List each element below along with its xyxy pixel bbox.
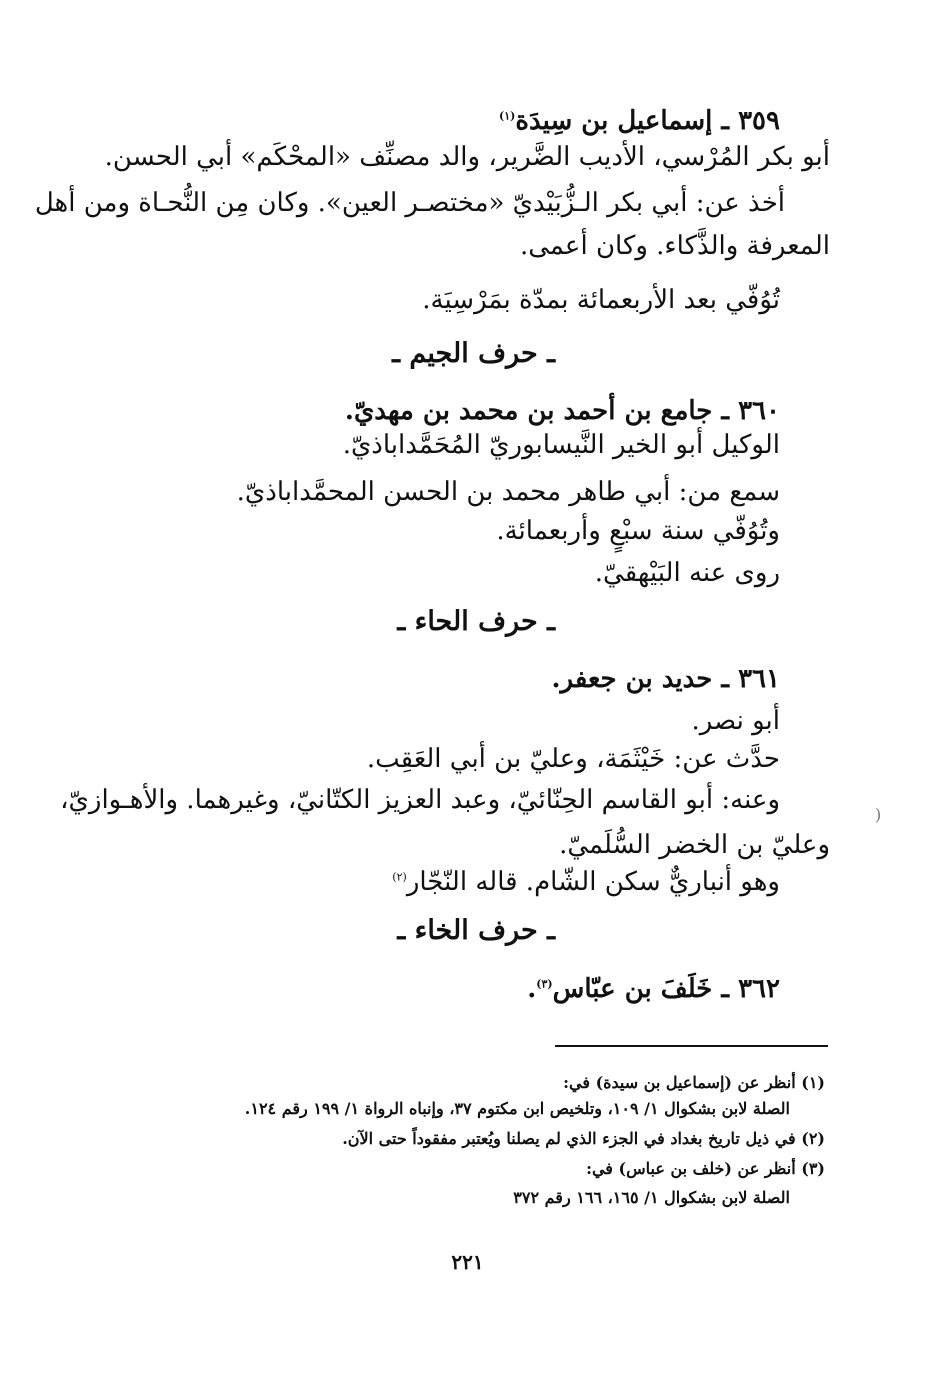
section-heading-haa: ـ حرف الحاء ـ <box>397 606 555 637</box>
scan-mark: ( <box>875 805 882 824</box>
entry-361-line-4: وعليّ بن الخضر السُّلَميّ. <box>559 830 830 860</box>
entry-360-line-1: الوكيل أبو الخير النَّيسابوريّ المُحَمَّداباذيّ. <box>342 430 780 460</box>
footnote-ref-2: (٢) <box>392 870 407 884</box>
footnote-ref-3: (٣) <box>536 977 553 991</box>
footnote-1-line-2: الصلة لابن بشكوال ١/ ١٠٩، وتلخيص ابن مكتوم ٣٧، وإنباه الرواة ١/ ١٩٩ رقم ١٢٤. <box>244 1099 790 1118</box>
entry-359-line-1: أبو بكر المُرْسي، الأديب الضَّرير، والد مصنِّف «المحْكَم» أبي الحسن. <box>104 142 830 172</box>
footnote-3-line-2: الصلة لابن بشكوال ١/ ١٦٥، ١٦٦ رقم ٣٧٢ <box>513 1188 790 1207</box>
entry-360-line-3: وتُوُفّي سنة سبْعٍ وأربعمائة. <box>496 516 780 546</box>
entry-361-line-1: أبو نصر. <box>691 706 780 736</box>
entry-360-line-4: روى عنه البَيْهقيّ. <box>594 558 780 588</box>
entry-361-line-2: حدَّث عن: خَيْثَمَة، وعليّ بن أبي العَقِب. <box>366 744 780 774</box>
entry-361-line-5: وهو أنباريٌّ سكن الشّام. قاله النّجّار$^{(٢)}$ <box>392 867 780 897</box>
entry-361-line-3: وعنه: أبو القاسم الحِنّائيّ، وعبد العزيز الكتّانيّ، وغيرهما. والأهـوازيّ، <box>60 785 780 815</box>
entry-359-line-3: المعرفة والذَّكاء. وكان أعمى. <box>519 231 830 261</box>
entry-359-line-4: تُوُفّي بعد الأربعمائة بمدّة بمَرْسِيَة. <box>422 285 780 315</box>
entry-360-line-2: سمع من: أبي طاهر محمد بن الحسن المحمَّداباذيّ. <box>236 477 780 507</box>
section-heading-khaa: ـ حرف الخاء ـ <box>397 915 555 946</box>
entry-362-title: ٣٦٢ ـ خَلَفَ بن عبّاس$^{(٣)}$. <box>527 974 780 1004</box>
section-heading-jeem: ـ حرف الجيم ـ <box>392 338 555 369</box>
entry-361-title: ٣٦١ ـ حديد بن جعفر. <box>551 664 780 694</box>
page-number: ٢٢١ <box>451 1250 484 1274</box>
entry-359-title: ٣٥٩ ـ إسماعيل بن سِيدَة$^{(١)}$ <box>498 106 780 136</box>
entry-359-line-2: أخذ عن: أبي بكر الـزُّبَيْديّ «مختصـر العين». وكان مِن النُّحـاة ومن أهل <box>34 188 785 218</box>
footnote-3-line-1: (٣) أنظر عن (خلف بن عباس) في: <box>586 1159 825 1178</box>
entry-360-title: ٣٦٠ ـ جامع بن أحمد بن محمد بن مهديّ. <box>344 396 780 426</box>
footnote-separator <box>555 1045 828 1047</box>
footnote-1-line-1: (١) أنظر عن (إسماعيل بن سيدة) في: <box>563 1073 825 1092</box>
footnote-ref-1: (١) <box>498 109 516 123</box>
footnote-2: (٢) في ذيل تاريخ بغداد في الجزء الذي لم يصلنا ويُعتبر مفقوداً حتى الآن. <box>342 1129 825 1148</box>
